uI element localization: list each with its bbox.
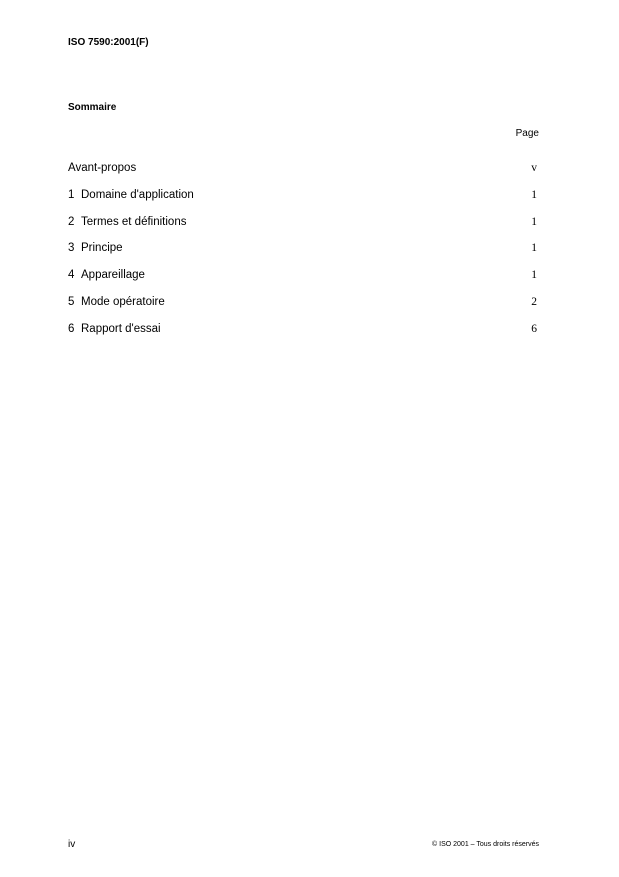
toc-entry-number: 6 — [68, 322, 75, 335]
toc-entry-page: 1 — [531, 242, 537, 255]
toc-title: Sommaire — [68, 102, 117, 113]
toc-entry-title: Termes et définitions — [81, 215, 187, 228]
toc-entry-mode-operatoire[interactable] — [68, 295, 539, 322]
document-id: ISO 7590:2001(F) — [68, 37, 149, 48]
page-column-header: Page — [515, 128, 539, 139]
toc-entry-domaine-application[interactable] — [68, 188, 539, 215]
table-of-contents — [68, 161, 539, 349]
toc-entry-rapport-essai[interactable] — [68, 322, 539, 349]
toc-entry-title: Domaine d'application — [81, 188, 194, 201]
toc-entry-page: 1 — [531, 188, 537, 201]
toc-entry-label — [68, 322, 161, 336]
toc-entry-page: 2 — [531, 295, 537, 308]
toc-entry-title: Rapport d'essai — [81, 322, 161, 335]
toc-entry-label — [68, 215, 186, 229]
toc-entry-principe[interactable] — [68, 241, 539, 268]
toc-entry-label — [68, 161, 136, 175]
toc-entry-number: 3 — [68, 242, 75, 255]
footer-copyright: © ISO 2001 – Tous droits réservés — [432, 841, 539, 848]
toc-entry-title: Mode opératoire — [81, 295, 165, 308]
toc-entry-label — [68, 241, 123, 255]
toc-entry-number: 1 — [68, 188, 75, 201]
toc-entry-page: 1 — [531, 215, 537, 228]
toc-entry-termes-definitions[interactable] — [68, 215, 539, 242]
toc-entry-title: Avant-propos — [68, 162, 137, 174]
footer-page-number: iv — [68, 839, 76, 850]
toc-entry-page: 6 — [531, 322, 537, 335]
toc-entry-label — [68, 295, 165, 309]
toc-entry-page: v — [531, 162, 537, 174]
toc-entry-avant-propos[interactable] — [68, 161, 539, 188]
toc-entry-label — [68, 268, 145, 282]
toc-entry-label — [68, 188, 194, 202]
toc-entry-page: 1 — [531, 269, 537, 282]
toc-entry-appareillage[interactable] — [68, 268, 539, 295]
toc-entry-number: 2 — [68, 215, 75, 228]
toc-entry-number: 4 — [68, 269, 75, 282]
toc-entry-title: Appareillage — [81, 269, 145, 282]
toc-entry-title: Principe — [81, 242, 123, 255]
toc-entry-number: 5 — [68, 295, 75, 308]
